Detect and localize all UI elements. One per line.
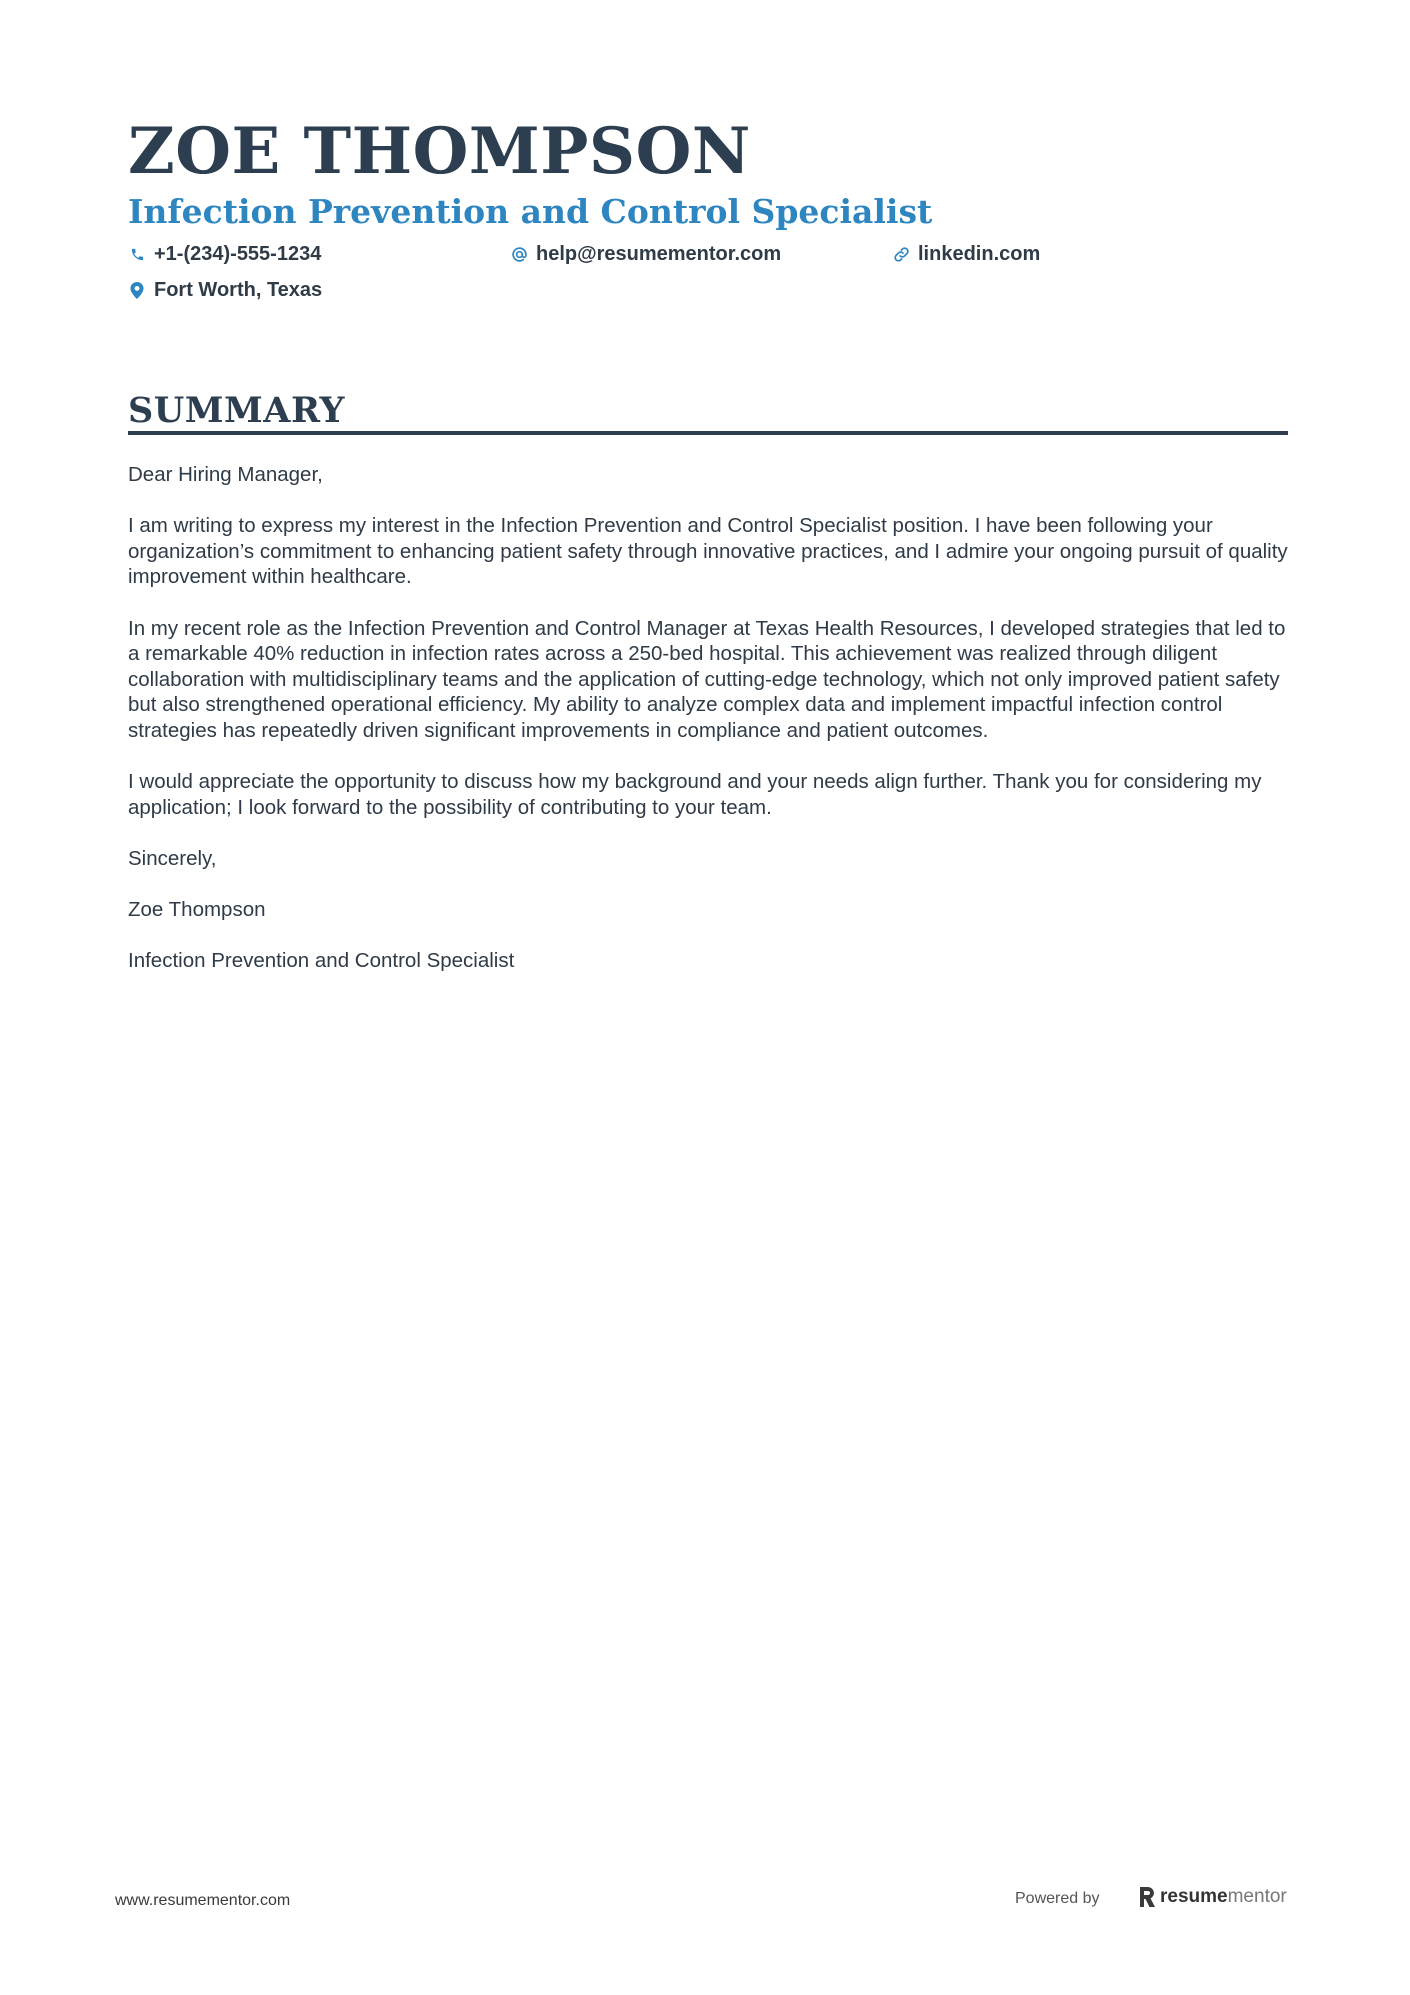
location-text: Fort Worth, Texas [154,279,323,301]
resumementor-logo-icon [1138,1887,1156,1907]
salutation: Dear Hiring Manager, [128,463,323,486]
contact-phone [128,240,321,268]
candidate-title: Infection Prevention and Control Specialist [128,192,933,231]
contact-website[interactable] [892,240,1040,268]
contact-location [128,276,322,304]
section-divider [128,431,1288,435]
brand-logo[interactable] [1138,1885,1287,1909]
signature-title: Infection Prevention and Control Specialist [128,949,515,973]
letter-paragraph: In my recent role as the Infection Prevention and Control Manager at Texas Health Resources, I developed strategies that led to a remarkable 40% reduction in infection rates across a 250-bed hospital. This achievement was realized through diligent collaboration with multidisciplinary teams and the application of cutting-edge technology, which not only improved patient safety but also strengthened operational efficiency. My ability to analyze complex data and implement impactful infection control strategies has repeatedly driven significant improvements in compliance and patient outcomes. [128,616,1286,742]
website-text: linkedin.com [918,243,1041,265]
brand-text-part1: resume [1160,1886,1228,1907]
email-text: help@resumementor.com [536,243,782,265]
summary-heading: SUMMARY [128,390,345,431]
at-icon [510,245,528,263]
location-pin-icon [128,281,146,299]
signature-name: Zoe Thompson [128,898,266,922]
letter-body [128,462,1292,999]
phone-text: +1-(234)-555-1234 [154,243,322,265]
brand-text-part2: mentor [1227,1886,1287,1907]
phone-icon [128,245,146,263]
letter-paragraph: I would appreciate the opportunity to discuss how my background and your needs align further. Thank you for considering my application; I look forward to the possibility of contributing to your team. [128,770,1262,819]
closing: Sincerely, [128,846,217,870]
contact-email[interactable] [510,240,781,268]
letter-paragraph: I am writing to express my interest in the Infection Prevention and Control Specialist position. I have been following your organization’s commitment to enhancing patient safety through innovative practices, and I admire your ongoing pursuit of quality improvement within healthcare. [128,514,1288,589]
candidate-name: ZOE THOMPSON [128,114,751,189]
footer-url[interactable]: www.resumementor.com [115,1892,291,1909]
link-icon [892,245,910,263]
powered-by-label: Powered by [1015,1890,1100,1907]
